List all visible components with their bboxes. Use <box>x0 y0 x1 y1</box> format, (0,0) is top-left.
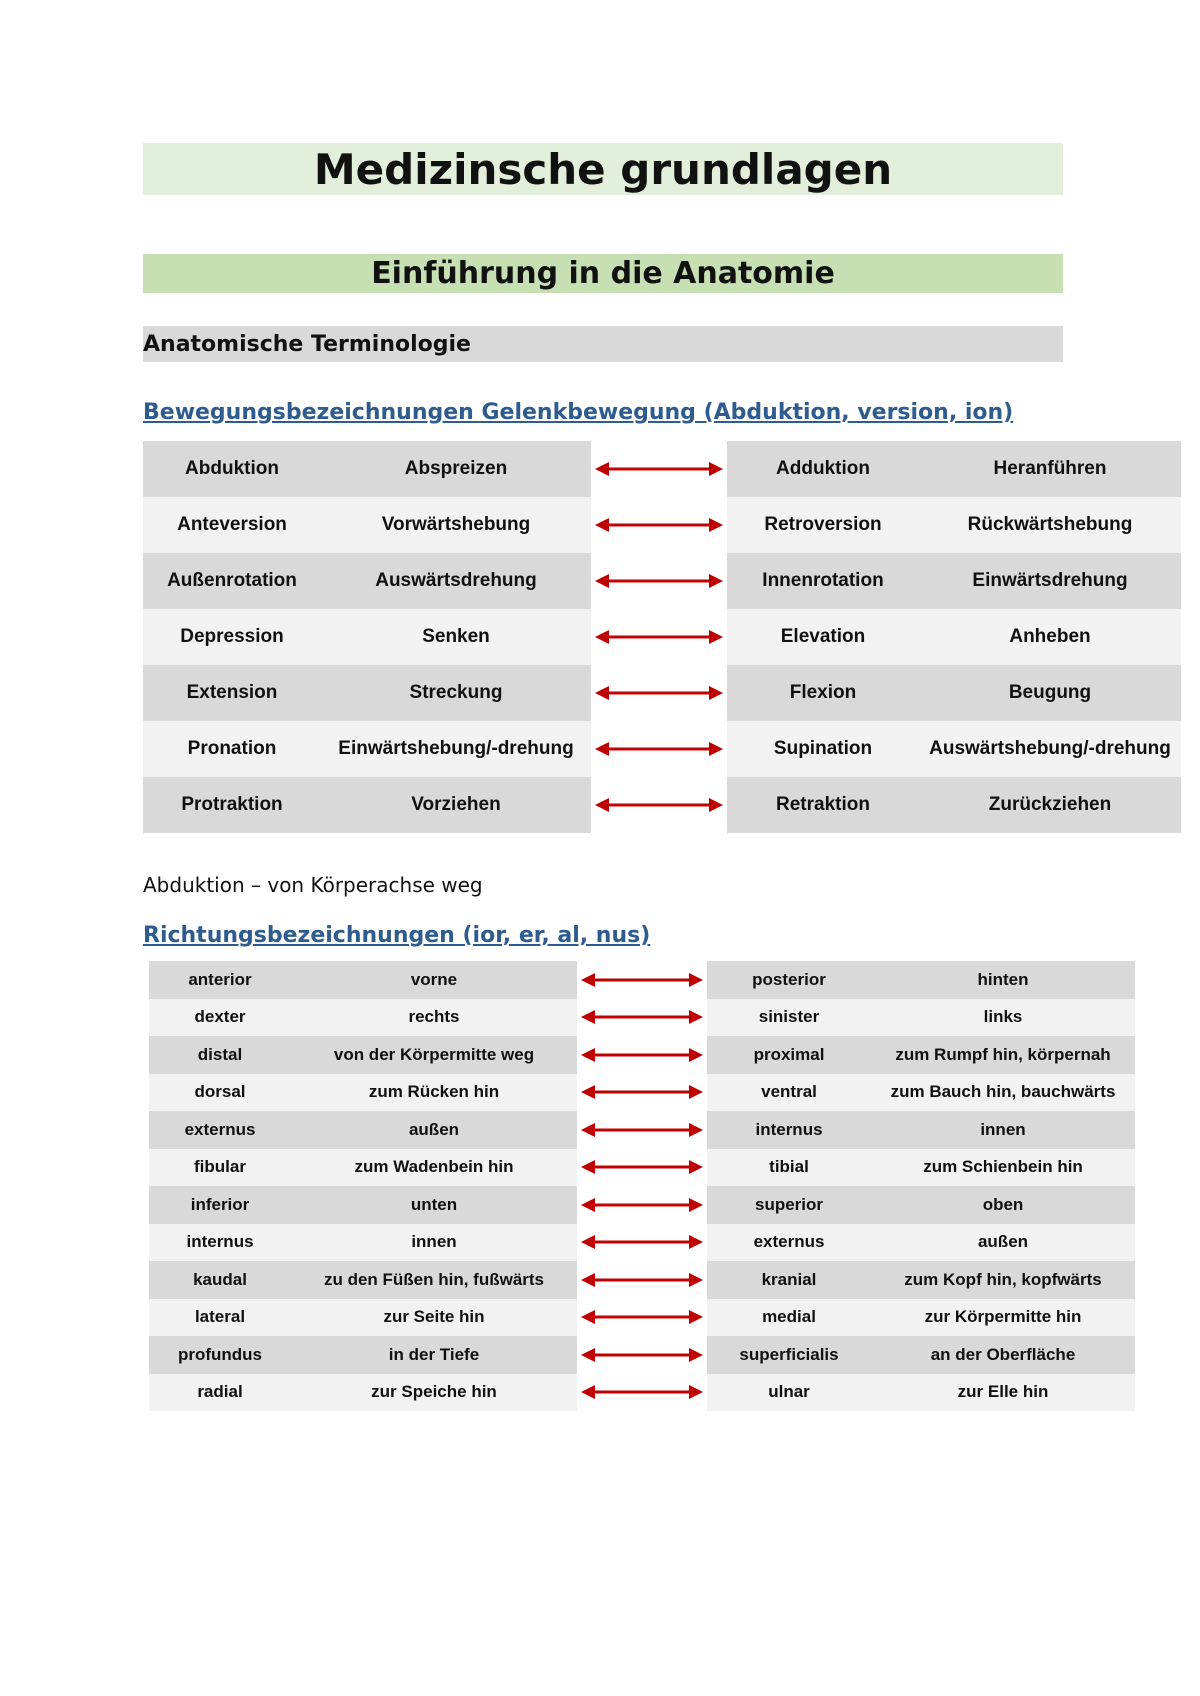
term-cell: anterior <box>149 961 291 999</box>
meaning-cell: zu den Füßen hin, fußwärts <box>291 1261 577 1299</box>
meaning-cell: zum Rücken hin <box>291 1074 577 1112</box>
opposite-meaning-cell: zum Bauch hin, bauchwärts <box>871 1074 1135 1112</box>
meaning-cell: rechts <box>291 999 577 1037</box>
opposite-term-cell: superficialis <box>707 1336 871 1374</box>
opposite-meaning-cell: zum Kopf hin, kopfwärts <box>871 1261 1135 1299</box>
page-title-bar <box>143 143 1063 195</box>
meaning-cell: Vorwärtshebung <box>321 497 591 553</box>
term-cell: Protraktion <box>143 777 321 833</box>
meaning-cell: Streckung <box>321 665 591 721</box>
opposite-meaning-cell: Einwärtsdrehung <box>919 553 1181 609</box>
opposite-meaning-cell: zum Schienbein hin <box>871 1149 1135 1187</box>
movement-table <box>143 441 1181 833</box>
direction-heading: Richtungsbezeichnungen (ior, er, al, nus) <box>143 923 651 948</box>
page-title: Medizinsche grundlagen <box>313 144 893 194</box>
meaning-cell: zum Wadenbein hin <box>291 1149 577 1187</box>
section-heading: Anatomische Terminologie <box>143 331 471 357</box>
opposite-term-cell: medial <box>707 1299 871 1337</box>
double-arrow-icon <box>591 441 727 497</box>
meaning-cell: zur Speiche hin <box>291 1374 577 1412</box>
opposite-term-cell: Retroversion <box>727 497 919 553</box>
term-cell: Pronation <box>143 721 321 777</box>
meaning-cell: unten <box>291 1186 577 1224</box>
meaning-cell: vorne <box>291 961 577 999</box>
meaning-cell: Vorziehen <box>321 777 591 833</box>
opposite-meaning-cell: Heranführen <box>919 441 1181 497</box>
double-arrow-icon <box>591 777 727 833</box>
subtitle-bar <box>143 254 1063 293</box>
double-arrow-icon <box>577 1374 707 1412</box>
opposite-meaning-cell: zum Rumpf hin, körpernah <box>871 1036 1135 1074</box>
movement-heading: Bewegungsbezeichnungen Gelenkbewegung (Abduktion, version, ion) <box>143 400 1014 425</box>
double-arrow-icon <box>577 1336 707 1374</box>
table-row <box>149 1374 1135 1412</box>
opposite-meaning-cell: an der Oberfläche <box>871 1336 1135 1374</box>
opposite-term-cell: Flexion <box>727 665 919 721</box>
meaning-cell: Senken <box>321 609 591 665</box>
table-row <box>149 1036 1135 1074</box>
table-row <box>143 553 1181 609</box>
term-cell: profundus <box>149 1336 291 1374</box>
opposite-term-cell: internus <box>707 1111 871 1149</box>
opposite-meaning-cell: Zurückziehen <box>919 777 1181 833</box>
double-arrow-icon <box>577 1111 707 1149</box>
table-row <box>149 961 1135 999</box>
direction-table <box>149 961 1135 1411</box>
meaning-cell: Auswärtsdrehung <box>321 553 591 609</box>
term-cell: Depression <box>143 609 321 665</box>
term-cell: Außenrotation <box>143 553 321 609</box>
opposite-term-cell: kranial <box>707 1261 871 1299</box>
term-cell: distal <box>149 1036 291 1074</box>
double-arrow-icon <box>577 1036 707 1074</box>
double-arrow-icon <box>591 497 727 553</box>
opposite-meaning-cell: links <box>871 999 1135 1037</box>
term-cell: dorsal <box>149 1074 291 1112</box>
table-row <box>149 1261 1135 1299</box>
term-cell: Abduktion <box>143 441 321 497</box>
opposite-meaning-cell: Rückwärtshebung <box>919 497 1181 553</box>
abduction-note: Abduktion – von Körperachse weg <box>143 873 483 897</box>
table-row <box>149 1111 1135 1149</box>
opposite-term-cell: Elevation <box>727 609 919 665</box>
term-cell: lateral <box>149 1299 291 1337</box>
table-row <box>143 665 1181 721</box>
double-arrow-icon <box>577 1299 707 1337</box>
term-cell: externus <box>149 1111 291 1149</box>
opposite-term-cell: superior <box>707 1186 871 1224</box>
term-cell: kaudal <box>149 1261 291 1299</box>
opposite-term-cell: sinister <box>707 999 871 1037</box>
opposite-term-cell: proximal <box>707 1036 871 1074</box>
table-row <box>149 1186 1135 1224</box>
page-subtitle: Einführung in die Anatomie <box>371 256 835 291</box>
meaning-cell: Einwärtshebung/-drehung <box>321 721 591 777</box>
table-row <box>143 609 1181 665</box>
term-cell: Anteversion <box>143 497 321 553</box>
table-row <box>149 1149 1135 1187</box>
double-arrow-icon <box>591 609 727 665</box>
double-arrow-icon <box>577 999 707 1037</box>
table-row <box>149 1299 1135 1337</box>
term-cell: dexter <box>149 999 291 1037</box>
meaning-cell: innen <box>291 1224 577 1262</box>
term-cell: inferior <box>149 1186 291 1224</box>
opposite-term-cell: tibial <box>707 1149 871 1187</box>
double-arrow-icon <box>577 1224 707 1262</box>
table-row <box>143 721 1181 777</box>
section-bar <box>143 326 1063 362</box>
table-row <box>149 1224 1135 1262</box>
term-cell: radial <box>149 1374 291 1412</box>
double-arrow-icon <box>591 665 727 721</box>
meaning-cell: von der Körpermitte weg <box>291 1036 577 1074</box>
opposite-meaning-cell: innen <box>871 1111 1135 1149</box>
opposite-term-cell: Innenrotation <box>727 553 919 609</box>
meaning-cell: außen <box>291 1111 577 1149</box>
opposite-meaning-cell: Beugung <box>919 665 1181 721</box>
table-row <box>149 1336 1135 1374</box>
opposite-term-cell: ventral <box>707 1074 871 1112</box>
meaning-cell: zur Seite hin <box>291 1299 577 1337</box>
double-arrow-icon <box>577 1261 707 1299</box>
opposite-term-cell: posterior <box>707 961 871 999</box>
term-cell: fibular <box>149 1149 291 1187</box>
term-cell: Extension <box>143 665 321 721</box>
term-cell: internus <box>149 1224 291 1262</box>
table-row <box>149 1074 1135 1112</box>
double-arrow-icon <box>577 1149 707 1187</box>
table-row <box>149 999 1135 1037</box>
opposite-meaning-cell: hinten <box>871 961 1135 999</box>
opposite-term-cell: Retraktion <box>727 777 919 833</box>
meaning-cell: in der Tiefe <box>291 1336 577 1374</box>
table-row <box>143 441 1181 497</box>
table-row <box>143 777 1181 833</box>
opposite-meaning-cell: außen <box>871 1224 1135 1262</box>
opposite-meaning-cell: Auswärtshebung/-drehung <box>919 721 1181 777</box>
double-arrow-icon <box>577 961 707 999</box>
opposite-term-cell: Adduktion <box>727 441 919 497</box>
opposite-meaning-cell: zur Körpermitte hin <box>871 1299 1135 1337</box>
opposite-meaning-cell: oben <box>871 1186 1135 1224</box>
double-arrow-icon <box>591 721 727 777</box>
opposite-term-cell: ulnar <box>707 1374 871 1412</box>
meaning-cell: Abspreizen <box>321 441 591 497</box>
opposite-term-cell: externus <box>707 1224 871 1262</box>
double-arrow-icon <box>591 553 727 609</box>
opposite-meaning-cell: Anheben <box>919 609 1181 665</box>
double-arrow-icon <box>577 1186 707 1224</box>
opposite-term-cell: Supination <box>727 721 919 777</box>
double-arrow-icon <box>577 1074 707 1112</box>
table-row <box>143 497 1181 553</box>
opposite-meaning-cell: zur Elle hin <box>871 1374 1135 1412</box>
